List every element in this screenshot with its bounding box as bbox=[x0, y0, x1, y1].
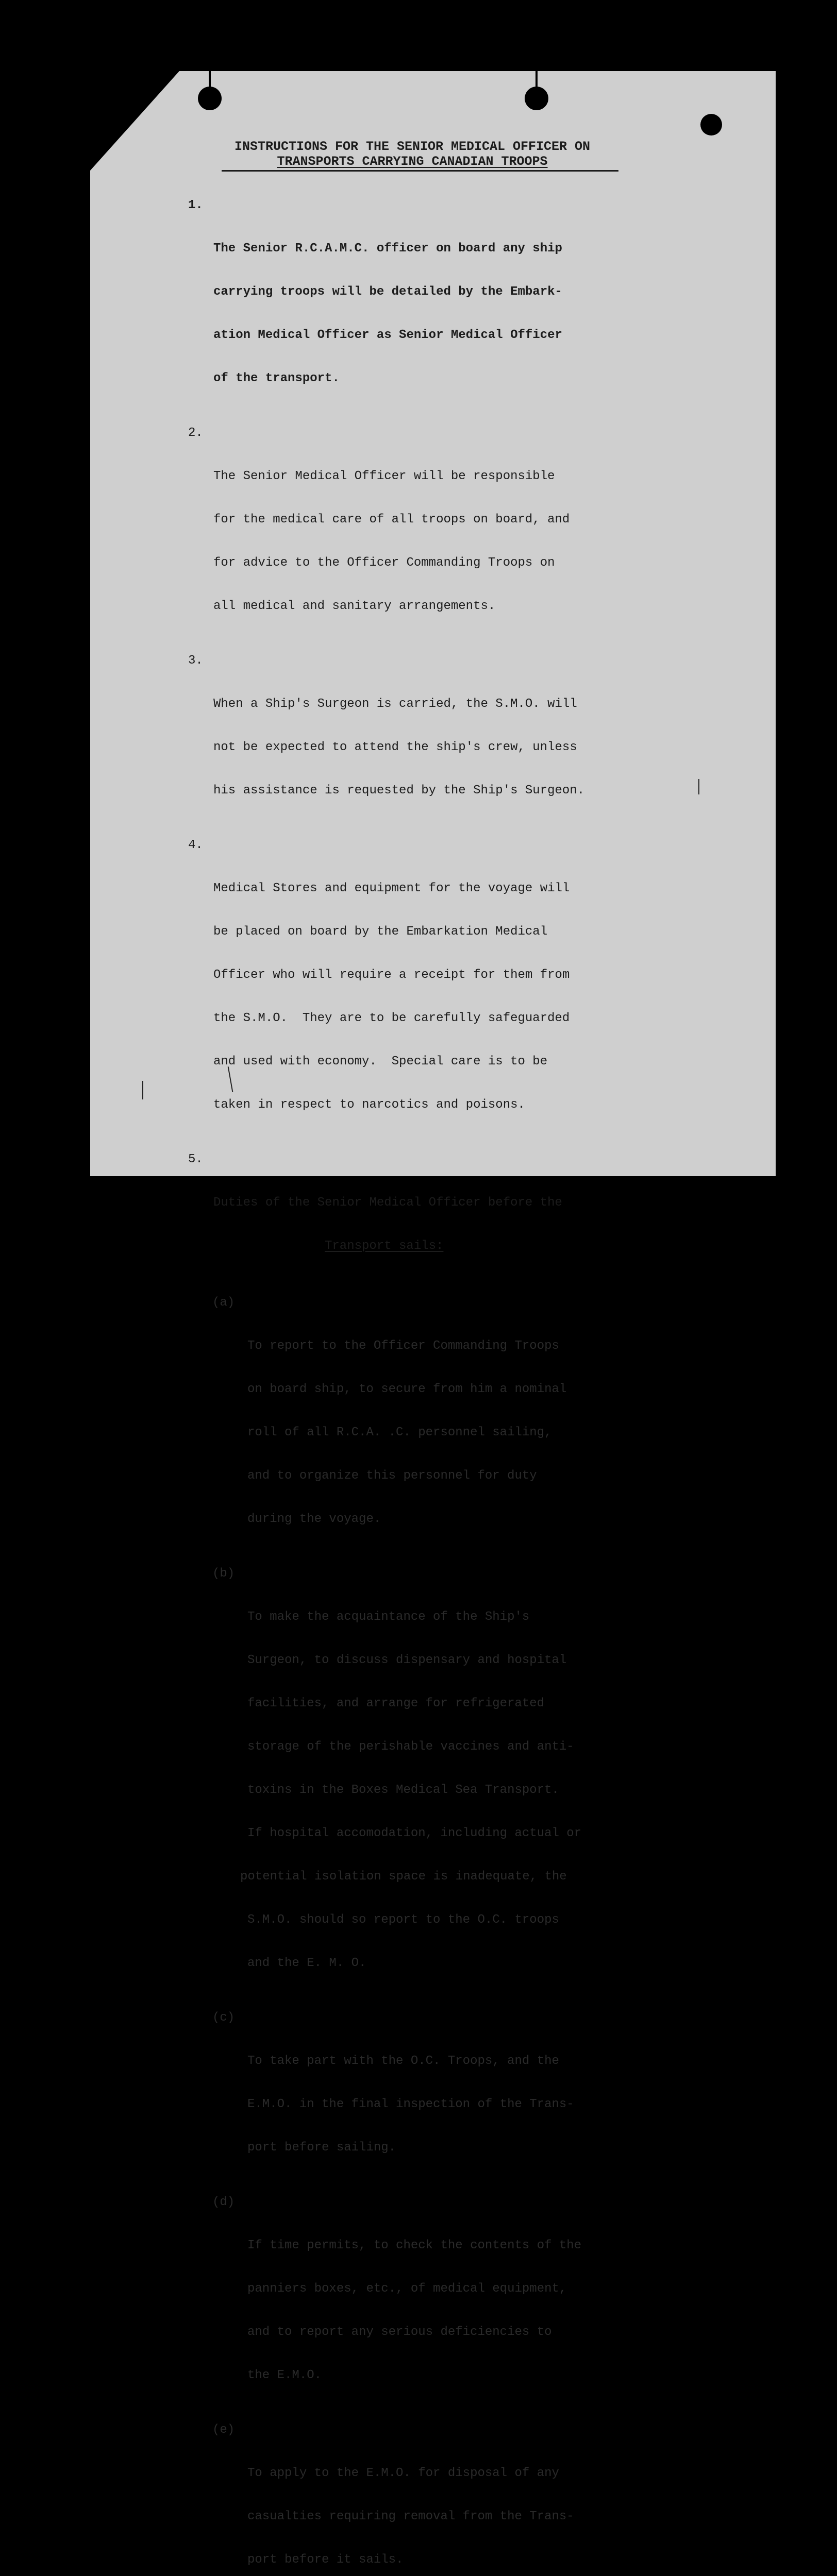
section-5-item-a bbox=[186, 1296, 634, 1555]
section-5-item-e bbox=[186, 2423, 634, 2576]
paragraph-number: 4. bbox=[188, 838, 203, 852]
title-underline bbox=[222, 170, 618, 172]
title-line-1: INSTRUCTIONS FOR THE SENIOR MEDICAL OFFICER ON bbox=[234, 139, 591, 154]
paragraph-number: 2. bbox=[188, 426, 203, 440]
section-5-heading bbox=[186, 1153, 634, 1282]
document-body bbox=[186, 139, 634, 2576]
text-line: To make the acquaintance of the Ship's bbox=[247, 1610, 530, 1624]
text-line: To take part with the O.C. Troops, and the bbox=[247, 2054, 559, 2068]
item-label: (a) bbox=[212, 1296, 235, 1310]
text-line: If time permits, to check the contents of the bbox=[247, 2239, 582, 2252]
text-line: roll of all R.C.A. .C. personnel sailing, bbox=[247, 1426, 552, 1439]
paragraph-number: 5. bbox=[188, 1153, 203, 1166]
text-line: and the E. M. O. bbox=[247, 1956, 366, 1970]
heading-line: Transport sails: bbox=[325, 1239, 444, 1253]
text-line: the E.M.O. bbox=[247, 2368, 322, 2382]
heading-line: Duties of the Senior Medical Officer before the bbox=[213, 1196, 562, 1210]
stray-mark bbox=[142, 1081, 143, 1099]
text-line: not be expected to attend the ship's crew, unless bbox=[213, 740, 577, 754]
text-line: his assistance is requested by the Ship's Surgeon. bbox=[213, 784, 585, 798]
text-line: all medical and sanitary arrangements. bbox=[213, 599, 496, 613]
section-5-item-d bbox=[186, 2195, 634, 2412]
text-line: When a Ship's Surgeon is carried, the S.M.O. will bbox=[213, 697, 577, 711]
text-line: port before it sails. bbox=[247, 2553, 404, 2567]
text-line: and to organize this personnel for duty bbox=[247, 1469, 537, 1483]
item-label: (c) bbox=[212, 2011, 235, 2025]
text-line: facilities, and arrange for refrigerated bbox=[247, 1697, 545, 1710]
text-line: during the voyage. bbox=[247, 1512, 381, 1526]
text-line: potential isolation space is inadequate, the bbox=[240, 1870, 567, 1884]
paragraph-3 bbox=[186, 654, 634, 827]
text-line: casualties requiring removal from the Trans- bbox=[247, 2510, 574, 2523]
text-line: on board ship, to secure from him a nominal bbox=[247, 1382, 567, 1396]
text-line: panniers boxes, etc., of medical equipment, bbox=[247, 2282, 567, 2296]
text-line: To apply to the E.M.O. for disposal of any bbox=[247, 2466, 559, 2480]
section-5-item-c bbox=[186, 2011, 634, 2184]
paragraph-4 bbox=[186, 838, 634, 1141]
paragraph-number: 1. bbox=[188, 198, 203, 212]
paragraph-number: 3. bbox=[188, 654, 203, 668]
item-label: (d) bbox=[212, 2195, 235, 2209]
paragraph-2 bbox=[186, 426, 634, 642]
text-line: Medical Stores and equipment for the voyage will bbox=[213, 882, 570, 895]
punch-hole bbox=[700, 114, 722, 135]
binder-hole bbox=[198, 87, 222, 110]
text-line: toxins in the Boxes Medical Sea Transport. bbox=[247, 1783, 559, 1797]
text-line: for advice to the Officer Commanding Troops on bbox=[213, 556, 555, 570]
text-line: and to report any serious deficiencies to bbox=[247, 2325, 552, 2339]
text-line: and used with economy. Special care is to be bbox=[213, 1055, 548, 1069]
text-line: be placed on board by the Embarkation Medical bbox=[213, 925, 548, 939]
text-line: E.M.O. in the final inspection of the Trans- bbox=[247, 2097, 574, 2111]
text-line: port before sailing. bbox=[247, 2141, 396, 2155]
text-line: Officer who will require a receipt for them from bbox=[213, 968, 570, 982]
text-line: S.M.O. should so report to the O.C. troops bbox=[247, 1913, 559, 1927]
text-line: ation Medical Officer as Senior Medical Officer bbox=[213, 328, 562, 342]
text-line: The Senior R.C.A.M.C. officer on board any ship bbox=[213, 242, 562, 256]
document-title bbox=[206, 139, 618, 169]
text-line: for the medical care of all troops on board, and bbox=[213, 513, 570, 527]
text-line: of the transport. bbox=[213, 371, 340, 385]
text-line: If hospital accomodation, including actual or bbox=[247, 1826, 582, 1840]
paragraph-1 bbox=[186, 198, 634, 415]
title-line-2: TRANSPORTS CARRYING CANADIAN TROOPS bbox=[277, 154, 548, 169]
text-line: the S.M.O. They are to be carefully safeguarded bbox=[213, 1011, 570, 1025]
section-5-item-b bbox=[186, 1567, 634, 1999]
text-line: carrying troops will be detailed by the Embark- bbox=[213, 285, 562, 299]
stray-mark bbox=[698, 779, 699, 794]
text-line: Surgeon, to discuss dispensary and hospital bbox=[247, 1653, 567, 1667]
text-line: taken in respect to narcotics and poisons. bbox=[213, 1098, 525, 1112]
text-line: The Senior Medical Officer will be responsible bbox=[213, 469, 555, 483]
binder-hole bbox=[525, 87, 548, 110]
text-line: storage of the perishable vaccines and anti- bbox=[247, 1740, 574, 1754]
text-line: To report to the Officer Commanding Troops bbox=[247, 1339, 559, 1353]
item-label: (e) bbox=[212, 2423, 235, 2437]
item-label: (b) bbox=[212, 1567, 235, 1581]
